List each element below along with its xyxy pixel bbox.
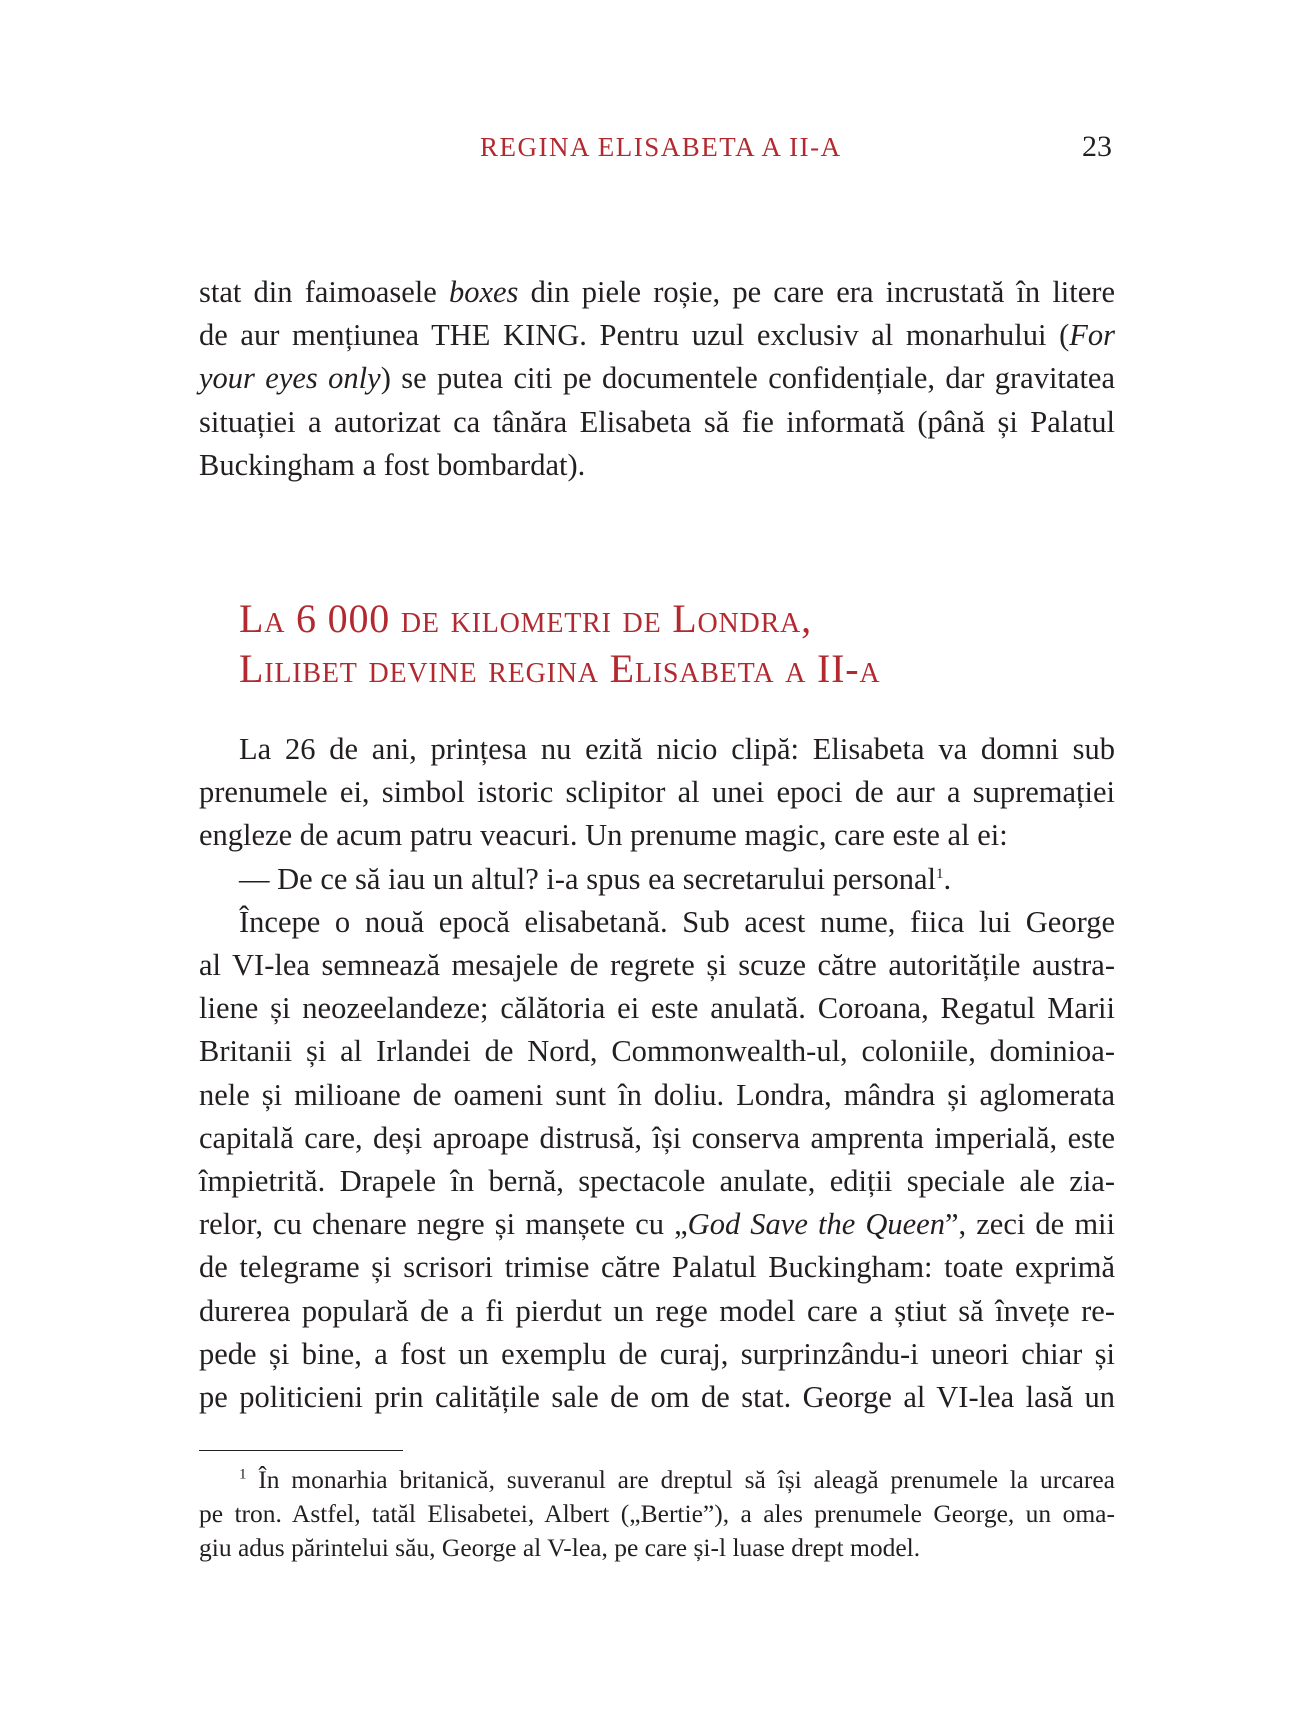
footnote-divider [199, 1450, 403, 1451]
text-line: capitală care, deși aproape distrusă, își conserva amprenta imperială, este [199, 1120, 1115, 1155]
italic-term: your eyes only [199, 361, 381, 396]
footnote-reference: 1 [936, 865, 944, 882]
paragraph-continued [199, 271, 1115, 487]
italic-term: For [1069, 318, 1115, 353]
footnote-line: giu adus părintelui său, George al V-lea, pe care și-l luase drept model. [199, 1533, 921, 1562]
text-line: liene și neozeelandeze; călătoria ei este anulată. Coroana, Regatul Marii [199, 991, 1115, 1026]
body-paragraphs [199, 728, 1115, 1419]
text-line: pede și bine, a fost un exemplu de curaj, surprinzându-i uneori chiar și [199, 1336, 1115, 1371]
text-line: nele și milioane de oameni sunt în doliu. Londra, mândra și aglomerata [199, 1077, 1115, 1112]
footnote-marker: 1 [239, 1466, 247, 1483]
text-line: Britanii și al Irlandei de Nord, Commonwealth-ul, coloniile, dominioa- [199, 1034, 1115, 1069]
text-line: de telegrame și scrisori trimise către Palatul Buckingham: toate exprimă [199, 1250, 1115, 1285]
text-line: engleze de acum patru veacuri. Un prenume magic, care este al ei: [199, 818, 1008, 853]
text-line: durerea populară de a fi pierdut un rege model care a știut să învețe re- [199, 1293, 1115, 1328]
section-heading [239, 594, 880, 694]
italic-term: boxes [448, 275, 519, 309]
footnote-line: $^1$ În monarhia britanică, suveranul are dreptul să își aleagă prenumele la urcarea [239, 1465, 1115, 1494]
page-number: 23 [1082, 130, 1112, 163]
text-line: relor, cu chenare negre și manșete cu „God Save the Queen”, zeci de mii [199, 1207, 1116, 1242]
text-line: your eyes only) se putea citi pe documentele confidențiale, dar gravitatea [199, 361, 1115, 396]
section-heading-line: La 6 000 de kilometri de Londra, [239, 596, 812, 641]
text-line: Buckingham a fost bombardat). [199, 447, 586, 482]
footnote [199, 1463, 1115, 1565]
text-line: împietrită. Drapele în bernă, spectacole anulate, ediții speciale ale zia- [199, 1164, 1115, 1199]
text-line: pe politicieni prin calitățile sale de om de stat. George al VI-lea lasă un [199, 1380, 1115, 1415]
text-line: stat din faimoasele boxes din piele roșie, pe care era incrustată în litere [199, 275, 1115, 309]
text-line: prenumele ei, simbol istoric sclipitor al unei epoci de aur a supremației [199, 775, 1115, 810]
text-line: situației a autorizat ca tânăra Elisabeta să fie informată (până și Palatul [199, 404, 1115, 439]
section-heading-line: Lilibet devine regina Elisabeta a II-a [239, 646, 881, 691]
text-line: Începe o nouă epocă elisabetană. Sub acest nume, fiica lui George [239, 904, 1115, 939]
running-head: REGINA ELISABETA A II-A [480, 132, 842, 162]
italic-term: God Save the Queen [687, 1207, 945, 1242]
text-line: La 26 de ani, prințesa nu ezită nicio clipă: Elisabeta va domni sub [239, 732, 1115, 766]
text-line: de aur mențiunea THE KING. Pentru uzul exclusiv al monarhului (For [199, 318, 1115, 353]
text-line: al VI-lea semnează mesajele de regrete și scuze către autoritățile austra- [199, 948, 1115, 983]
dialogue-line: — De ce să iau un altul? i-a spus ea secretarului personal$^1$. [239, 861, 952, 896]
footnote-line: pe tron. Astfel, tatăl Elisabetei, Albert („Bertie”), a ales prenumele George, un oma- [199, 1499, 1115, 1528]
